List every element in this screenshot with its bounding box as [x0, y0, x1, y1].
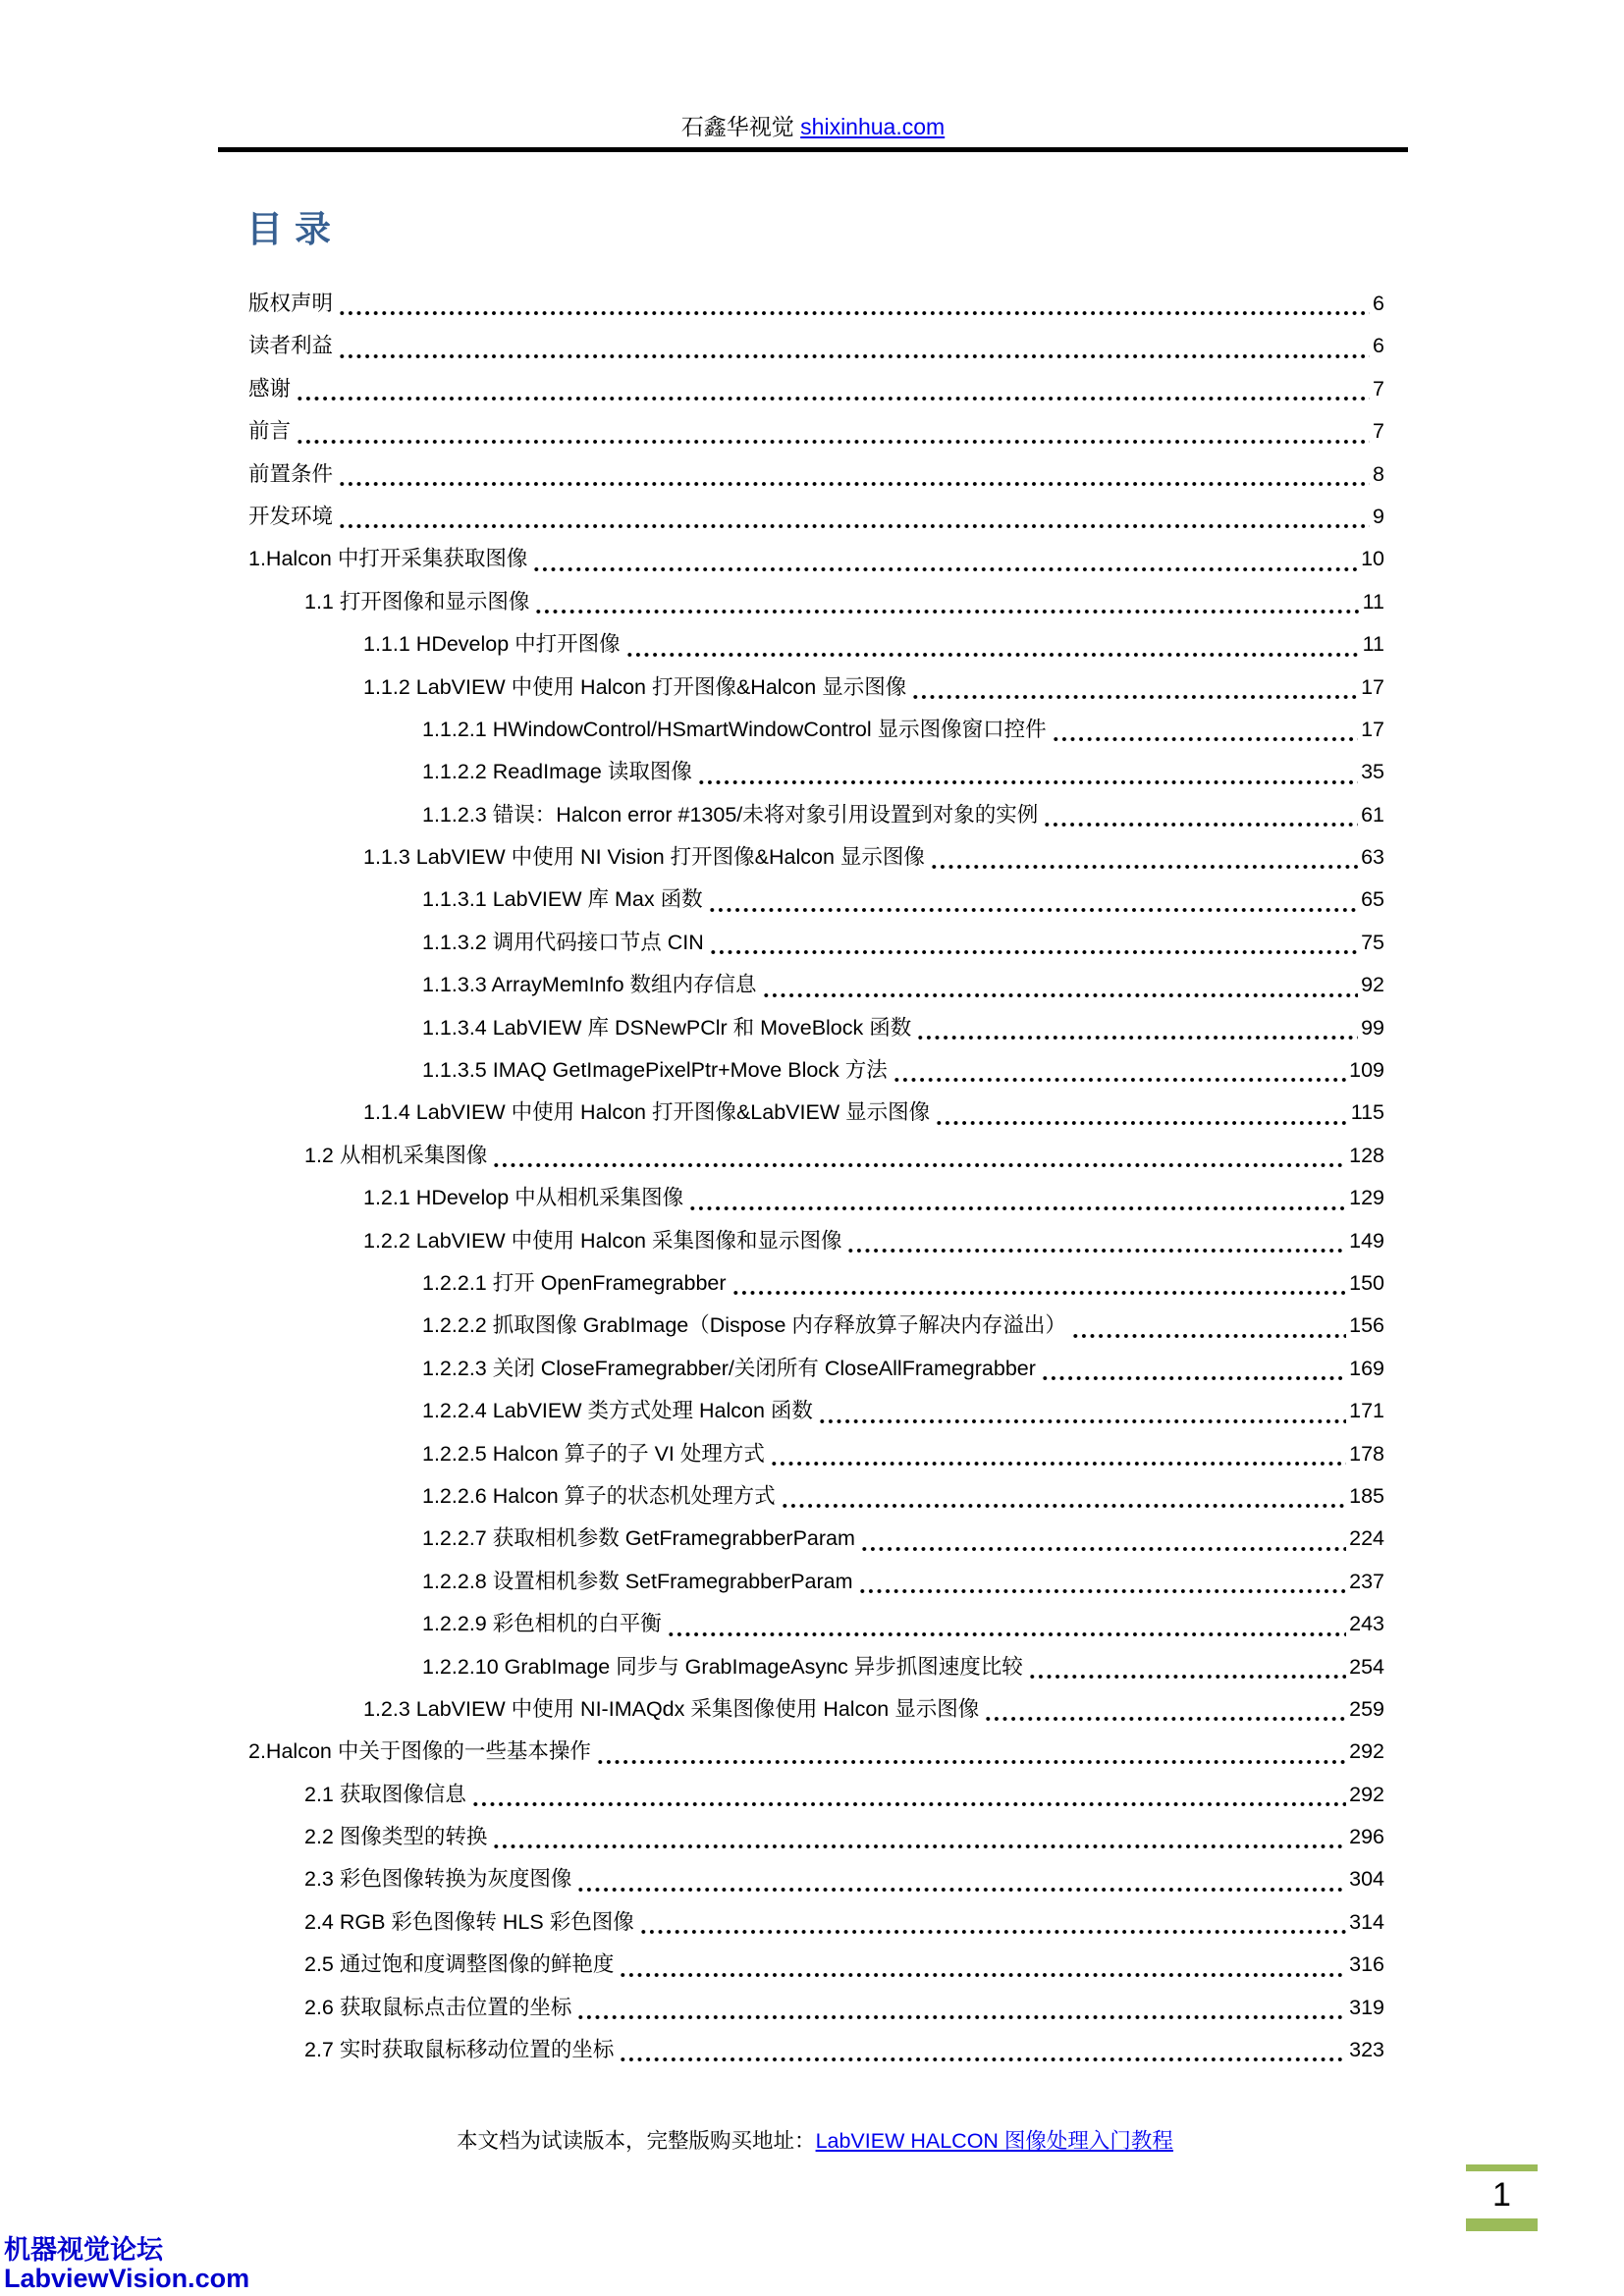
toc-entry[interactable]: [245, 1049, 1384, 1092]
toc-dot-leader: [576, 1887, 1346, 1893]
toc-dot-leader: [762, 992, 1359, 998]
toc-dot-leader: [781, 1503, 1347, 1509]
toc-dot-leader: [296, 439, 1370, 445]
toc-entry-page: 314: [1349, 1909, 1384, 1934]
toc-entry-label: 前置条件: [248, 461, 334, 486]
site-link[interactable]: shixinhua.com: [800, 114, 946, 139]
toc-entry-page: 11: [1362, 632, 1384, 657]
toc-entry-page: 323: [1349, 2038, 1384, 2062]
toc-entry-label: 2.Halcon 中关于图像的一些基本操作: [248, 1739, 591, 1764]
toc-entry[interactable]: [245, 964, 1384, 1006]
toc-entry-label: 1.1.2.3 错误：Halcon error #1305/未将对象引用设置到对象的实例: [422, 802, 1039, 827]
toc-entry[interactable]: [245, 1135, 1384, 1177]
toc-entry-label: 2.2 图像类型的转换: [304, 1825, 488, 1849]
purchase-link[interactable]: LabVIEW HALCON 图像处理入门教程: [815, 2129, 1173, 2153]
toc-entry-label: 2.4 RGB 彩色图像转 HLS 彩色图像: [304, 1909, 634, 1934]
toc-dot-leader: [338, 481, 1370, 487]
toc-entry-page: 169: [1349, 1356, 1384, 1380]
toc-entry-page: 61: [1361, 802, 1384, 827]
toc-entry-page: 304: [1349, 1867, 1384, 1892]
toc-entry-label: 1.1.2.2 ReadImage 读取图像: [422, 760, 692, 784]
toc-entry[interactable]: [245, 1688, 1384, 1731]
toc-entry-page: 35: [1361, 760, 1384, 784]
toc-dot-leader: [708, 907, 1358, 913]
toc-dot-leader: [532, 566, 1358, 572]
toc-entry[interactable]: [245, 879, 1384, 921]
toc-entry-label: 开发环境: [248, 504, 334, 528]
toc-entry-page: 243: [1349, 1612, 1384, 1636]
toc-dot-leader: [1028, 1674, 1346, 1680]
toc-dot-leader: [492, 1162, 1346, 1168]
toc-entry[interactable]: [245, 1816, 1384, 1858]
toc-entry-page: 75: [1361, 930, 1384, 954]
toc-dot-leader: [338, 310, 1370, 316]
toc-entry-label: 2.5 通过饱和度调整图像的鲜艳度: [304, 1952, 615, 1977]
toc-dot-leader: [935, 1120, 1348, 1126]
toc-dot-leader: [860, 1546, 1346, 1552]
toc-entry-label: 1.1.2 LabVIEW 中使用 Halcon 打开图像&Halcon 显示图像: [363, 674, 907, 699]
toc-dot-leader: [818, 1418, 1346, 1424]
toc-dot-leader: [858, 1588, 1347, 1594]
toc-entry[interactable]: [245, 836, 1384, 879]
toc-entry-page: 11: [1362, 589, 1384, 614]
toc-entry[interactable]: [245, 794, 1384, 836]
toc-entry-label: 感谢: [248, 376, 292, 400]
toc-dot-leader: [534, 609, 1359, 614]
toc-entry-label: 1.1.4 LabVIEW 中使用 Halcon 打开图像&LabVIEW 显示图像: [363, 1100, 931, 1125]
toc-entry-label: 1.1.3.4 LabVIEW 库 DSNewPClr 和 MoveBlock 函数: [422, 1015, 912, 1040]
toc-entry-label: 1.1 打开图像和显示图像: [304, 589, 530, 614]
site-name: 石鑫华视觉: [680, 114, 794, 139]
toc-entry-page: 17: [1361, 717, 1384, 741]
toc-entry-label: 1.2.1 HDevelop 中从相机采集图像: [363, 1186, 684, 1210]
toc-entry[interactable]: [245, 1518, 1384, 1560]
toc-entry[interactable]: [245, 538, 1384, 580]
page-marker-top-bar: [1466, 2164, 1538, 2171]
toc-entry-page: 259: [1349, 1696, 1384, 1721]
footer-notice: [245, 2126, 1384, 2157]
toc-dot-leader: [930, 864, 1358, 870]
toc-entry[interactable]: [245, 1987, 1384, 2029]
toc-entry[interactable]: [245, 1603, 1384, 1645]
toc-entry-page: 109: [1349, 1058, 1384, 1083]
toc-entry-page: 156: [1349, 1313, 1384, 1338]
page-number-marker: [1466, 2164, 1538, 2231]
toc-entry-page: 316: [1349, 1952, 1384, 1977]
toc-entry-page: 128: [1349, 1143, 1384, 1167]
toc-entry[interactable]: [245, 623, 1384, 666]
watermark-site-url: LabviewVision.com: [4, 2264, 250, 2293]
toc-entry[interactable]: [245, 283, 1384, 325]
toc-entry-label: 1.2.2.4 LabVIEW 类方式处理 Halcon 函数: [422, 1399, 813, 1423]
toc-entry[interactable]: [245, 1220, 1384, 1262]
toc-entry-page: 296: [1349, 1825, 1384, 1849]
toc-entry-label: 1.1.2.1 HWindowControl/HSmartWindowControl 显示图像窗口控件: [422, 717, 1047, 741]
toc-entry-label: 1.1.3.1 LabVIEW 库 Max 函数: [422, 887, 703, 912]
page-title: 目录: [246, 207, 343, 250]
toc-entry-label: 1.2.2.9 彩色相机的白平衡: [422, 1612, 662, 1636]
watermark: [4, 2236, 249, 2293]
toc-entry[interactable]: [245, 1646, 1384, 1688]
toc-entry[interactable]: [245, 325, 1384, 367]
toc-dot-leader: [1052, 736, 1358, 742]
toc-entry-label: 1.1.3.2 调用代码接口节点 CIN: [422, 930, 704, 954]
toc-entry-label: 2.6 获取鼠标点击位置的坐标: [304, 1995, 572, 2019]
toc-entry[interactable]: [245, 2029, 1384, 2071]
toc-dot-leader: [846, 1248, 1346, 1254]
toc-entry-page: 185: [1349, 1483, 1384, 1508]
toc-entry-label: 1.2.2.6 Halcon 算子的状态机处理方式: [422, 1483, 776, 1508]
toc-entry[interactable]: [245, 667, 1384, 709]
toc-entry-label: 2.3 彩色图像转换为灰度图像: [304, 1867, 572, 1892]
toc-dot-leader: [338, 523, 1370, 529]
toc-entry-label: 1.1.3.3 ArrayMemInfo 数组内存信息: [422, 973, 757, 997]
toc-entry-label: 1.2 从相机采集图像: [304, 1143, 488, 1167]
toc-entry-page: 319: [1349, 1995, 1384, 2019]
toc-entry-page: 65: [1361, 887, 1384, 912]
toc-dot-leader: [916, 1035, 1358, 1041]
toc-dot-leader: [625, 652, 1360, 658]
page-header: [218, 110, 1408, 152]
toc-entry-label: 1.2.2.10 GrabImage 同步与 GrabImageAsync 异步抓图速度比较: [422, 1654, 1023, 1679]
footer-notice-text: 本文档为试读版本，完整版购买地址：: [457, 2129, 816, 2153]
toc-entry[interactable]: [245, 1348, 1384, 1390]
toc-entry-label: 1.1.1 HDevelop 中打开图像: [363, 632, 621, 657]
toc-entry-page: 149: [1349, 1228, 1384, 1253]
toc-entry[interactable]: [245, 1262, 1384, 1305]
toc-entry-page: 10: [1361, 547, 1384, 571]
toc-entry-label: 1.2.2.8 设置相机参数 SetFramegrabberParam: [422, 1569, 853, 1593]
toc-entry-page: 7: [1373, 419, 1384, 444]
toc-dot-leader: [338, 353, 1370, 359]
toc-dot-leader: [1071, 1333, 1346, 1339]
toc-entry[interactable]: [245, 922, 1384, 964]
toc-entry[interactable]: [245, 1177, 1384, 1219]
toc-entry-page: 8: [1373, 461, 1384, 486]
toc-entry[interactable]: [245, 1731, 1384, 1773]
page-marker-bottom-bar: [1466, 2218, 1538, 2231]
toc-entry-label: 1.2.2.1 打开 OpenFramegrabber: [422, 1270, 727, 1295]
toc-entry-label: 1.2.2.3 关闭 CloseFramegrabber/关闭所有 CloseAllFramegrabber: [422, 1356, 1036, 1380]
toc-entry-label: 2.1 获取图像信息: [304, 1782, 466, 1806]
toc-entry-page: 6: [1373, 334, 1384, 358]
toc-dot-leader: [697, 779, 1358, 785]
toc-entry[interactable]: [245, 1007, 1384, 1049]
toc-entry[interactable]: [245, 454, 1384, 496]
toc-entry-page: 178: [1349, 1441, 1384, 1466]
toc-entry[interactable]: [245, 496, 1384, 538]
toc-entry-label: 1.2.2.7 获取相机参数 GetFramegrabberParam: [422, 1526, 855, 1551]
toc-entry-label: 1.2.2.2 抓取图像 GrabImage（Dispose 内存释放算子解决内存溢出）: [422, 1313, 1066, 1338]
toc-entry-page: 237: [1349, 1569, 1384, 1593]
toc-entry[interactable]: [245, 1390, 1384, 1432]
toc-entry-page: 292: [1349, 1782, 1384, 1806]
toc-entry-label: 读者利益: [248, 334, 334, 358]
toc-entry[interactable]: [245, 1475, 1384, 1518]
toc-entry-label: 版权声明: [248, 292, 334, 315]
toc-entry-page: 224: [1349, 1526, 1384, 1551]
toc-dot-leader: [667, 1631, 1346, 1637]
toc-entry[interactable]: [245, 1433, 1384, 1475]
toc-entry-label: 1.Halcon 中打开采集获取图像: [248, 547, 528, 571]
toc-entry-page: 150: [1349, 1270, 1384, 1295]
toc-dot-leader: [688, 1205, 1346, 1211]
toc-dot-leader: [639, 1929, 1346, 1935]
toc-entry[interactable]: [245, 751, 1384, 793]
page-number: 1: [1492, 2176, 1511, 2214]
toc-list: [245, 283, 1384, 2071]
toc-dot-leader: [471, 1801, 1346, 1807]
toc-dot-leader: [596, 1759, 1346, 1765]
toc-entry-page: 63: [1361, 845, 1384, 870]
toc-dot-leader: [576, 2014, 1346, 2020]
toc-dot-leader: [731, 1290, 1347, 1296]
toc-entry-label: 1.1.3 LabVIEW 中使用 NI Vision 打开图像&Halcon 显示图像: [363, 845, 925, 870]
toc-dot-leader: [893, 1077, 1346, 1083]
toc-dot-leader: [619, 2056, 1346, 2062]
toc-dot-leader: [619, 1972, 1346, 1978]
toc-entry[interactable]: [245, 1858, 1384, 1900]
watermark-forum-name: 机器视觉论坛: [4, 2235, 163, 2265]
toc-dot-leader: [709, 949, 1358, 955]
toc-dot-leader: [770, 1461, 1346, 1467]
toc-dot-leader: [984, 1716, 1346, 1722]
toc-entry-label: 1.2.3 LabVIEW 中使用 NI-IMAQdx 采集图像使用 Halcon 显示图像: [363, 1696, 980, 1721]
toc-entry-label: 前言: [248, 419, 292, 444]
toc-entry-page: 6: [1373, 292, 1384, 315]
toc-entry-page: 7: [1373, 376, 1384, 400]
toc-entry-page: 129: [1349, 1186, 1384, 1210]
toc-entry-label: 1.2.2.5 Halcon 算子的子 VI 处理方式: [422, 1441, 765, 1466]
toc-entry-page: 292: [1349, 1739, 1384, 1764]
toc-entry-label: 1.2.2 LabVIEW 中使用 Halcon 采集图像和显示图像: [363, 1228, 842, 1253]
toc-dot-leader: [1043, 822, 1358, 828]
toc-entry[interactable]: [245, 1561, 1384, 1603]
toc-dot-leader: [911, 694, 1358, 700]
toc-entry-label: 2.7 实时获取鼠标移动位置的坐标: [304, 2038, 615, 2062]
toc-dot-leader: [492, 1843, 1346, 1849]
toc-entry[interactable]: [245, 368, 1384, 410]
toc-entry[interactable]: [245, 581, 1384, 623]
toc-entry-label: 1.1.3.5 IMAQ GetImagePixelPtr+Move Block 方法: [422, 1058, 888, 1083]
toc-entry-page: 92: [1361, 973, 1384, 997]
toc-entry-page: 171: [1349, 1399, 1384, 1423]
toc-entry[interactable]: [245, 1774, 1384, 1816]
toc-entry-page: 254: [1349, 1654, 1384, 1679]
toc-entry-page: 9: [1373, 504, 1384, 528]
toc-entry[interactable]: [245, 1901, 1384, 1944]
toc-entry[interactable]: [245, 1944, 1384, 1986]
toc-entry[interactable]: [245, 709, 1384, 751]
toc-entry[interactable]: [245, 1305, 1384, 1347]
toc-entry-page: 99: [1361, 1015, 1384, 1040]
toc-entry[interactable]: [245, 410, 1384, 453]
toc-dot-leader: [1041, 1375, 1346, 1381]
toc-dot-leader: [296, 396, 1370, 401]
toc-entry-page: 17: [1361, 674, 1384, 699]
toc-entry[interactable]: [245, 1092, 1384, 1134]
toc-entry-page: 115: [1350, 1100, 1384, 1125]
